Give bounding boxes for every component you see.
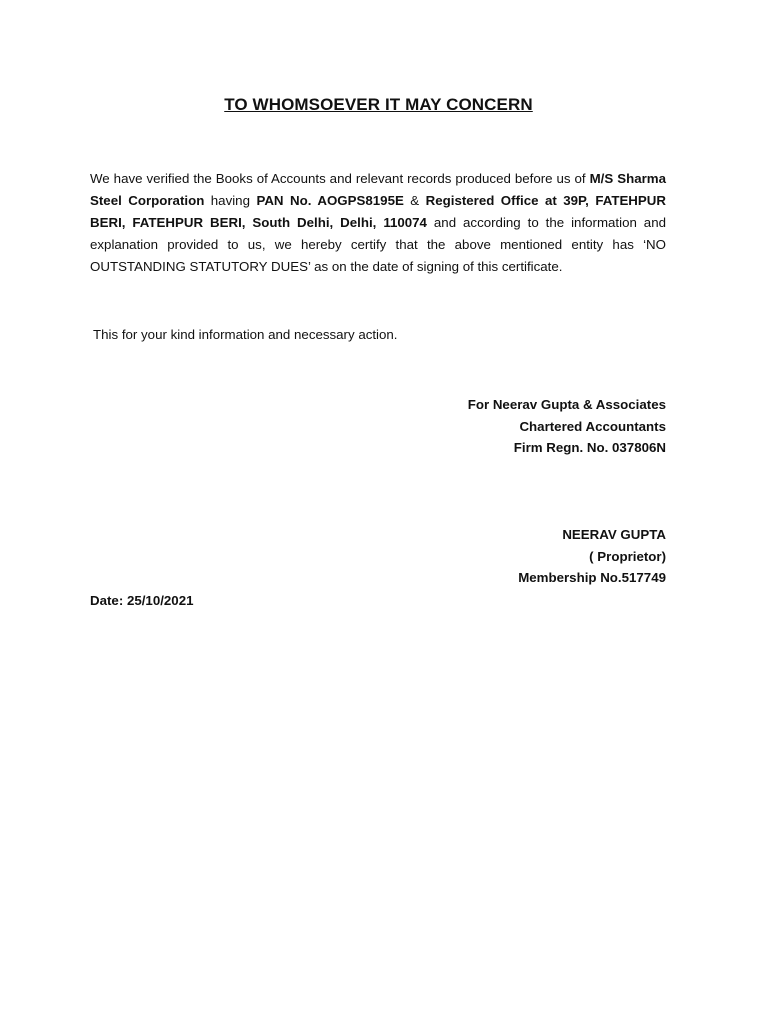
entity-name: M/S Sharma Steel Corporation [90,171,666,208]
registered-office: Registered Office at 39P, FATEHPUR BERI, FATEHPUR BERI, South Delhi, Delhi, 110074 [90,193,666,230]
certificate-paragraph [90,168,666,278]
firm-designation: Chartered Accountants [519,418,666,434]
firm-name: For Neerav Gupta & Associates [467,397,666,412]
paragraph-text-2: having [204,193,257,208]
paragraph-text-3: & [403,193,426,208]
signatory-block [518,524,666,589]
paragraph-text-1: We have verified the Books of Accounts and relevant records produced before us of [90,171,590,186]
signatory-name: NEERAV GUPTA [562,527,666,542]
certificate-date: Date: 25/10/2021 [90,593,194,608]
membership-number: Membership No.517749 [518,570,666,586]
pan-number: PAN No. AOGPS8195E [256,193,404,208]
firm-block [468,394,666,459]
firm-registration: Firm Regn. No. 037806N [513,440,666,456]
document-title: TO WHOMSOEVER IT MAY CONCERN [224,95,533,114]
paragraph-text-4: and according to the information and explanation provided to us, we hereby certify that the above mentioned entity has ‘NO OUTSTANDING STATUTORY DUES’ as on the date of signing of this certificate. [90,215,666,274]
info-line: This for your kind information and necessary action. [93,327,398,342]
signatory-role: ( Proprietor) [589,548,666,564]
